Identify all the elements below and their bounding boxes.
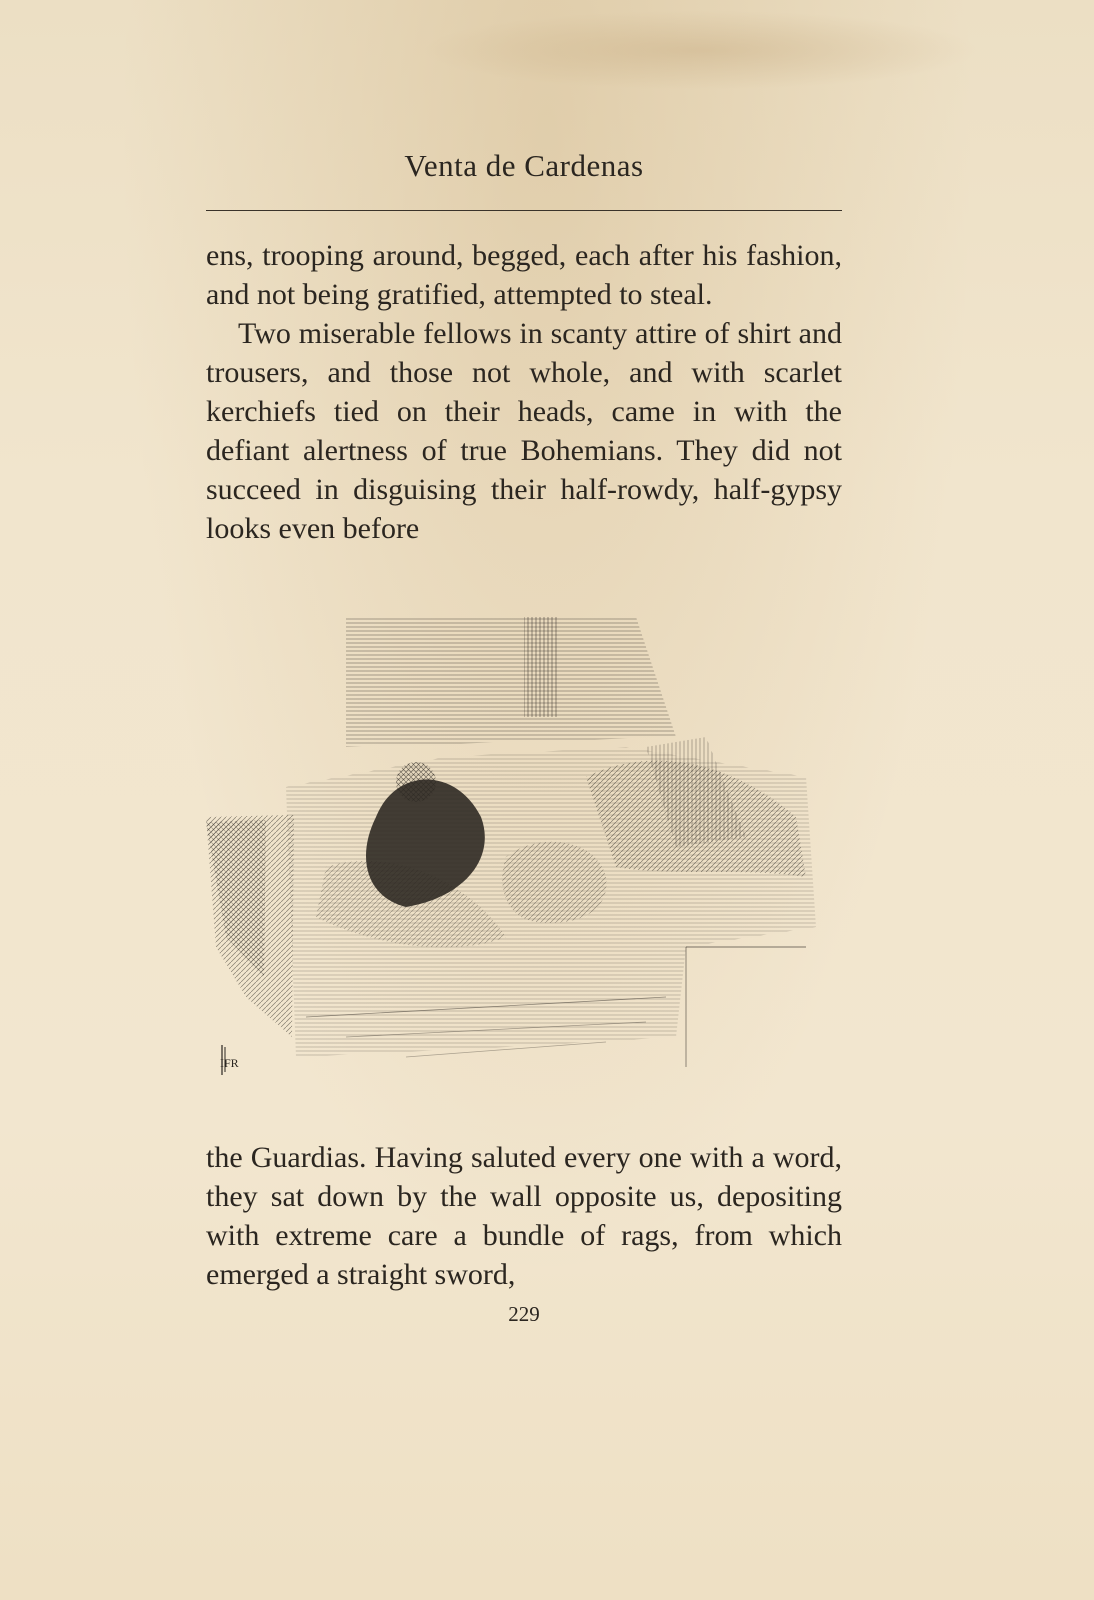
- etching-illustration: [206, 617, 836, 1117]
- paragraph: the Guardias. Having saluted every one with a word, they sat down by the wall opposite us, depositing with extreme care a bundle of rags, from which emerged a straight sword,: [206, 1141, 842, 1291]
- body-text-top: [206, 236, 842, 548]
- paper-stain: [420, 10, 980, 90]
- header-rule: [206, 210, 842, 211]
- body-text-bottom: [206, 1138, 842, 1294]
- paragraph: ens, trooping around, begged, each after his fashion, and not being gratified, attempted to steal.: [206, 239, 842, 311]
- running-head: Venta de Cardenas: [404, 148, 644, 183]
- paragraph: Two miserable fellows in scanty attire of shirt and trousers, and those not whole, and with scarlet kerchiefs tied on their heads, came in with the defiant alertness of true Bohemians. They did not succeed in disguising their half-rowdy, half-gypsy looks even before: [206, 317, 842, 545]
- artist-signature: IFR: [220, 1056, 239, 1070]
- page-number: 229: [508, 1302, 540, 1326]
